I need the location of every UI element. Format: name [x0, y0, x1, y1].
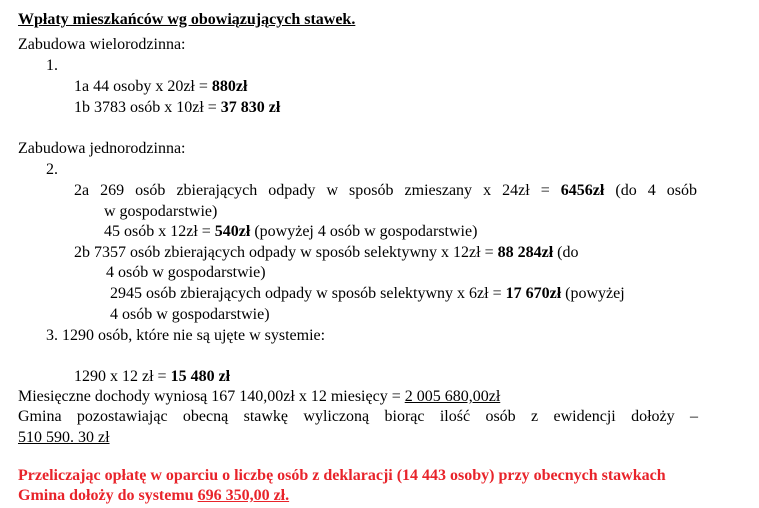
item-2b-line2: 4 osób w gospodarstwie): [106, 264, 266, 281]
item-2b-sub-suffix: (powyżej: [561, 285, 625, 302]
item-2a-sub-suffix: (powyżej 4 osób w gospodarstwie): [250, 223, 478, 240]
conclusion-line2-text: Gmina dołoży do systemu: [18, 487, 198, 504]
conclusion-line2: [18, 486, 289, 506]
item-2a-sub-amount: 540zł: [214, 223, 251, 240]
item-2b-suffix: (do: [553, 244, 579, 261]
gmina-contribution-amount: 510 590. 30 zł: [18, 429, 110, 446]
section2-number: 2.: [46, 161, 58, 178]
section1-number: 1.: [46, 57, 58, 74]
section3-calc-amount: 15 480 zł: [170, 368, 231, 385]
monthly-income-total: 2 005 680,00zł: [404, 388, 501, 405]
item-2a-line1: [74, 181, 697, 201]
item-2b-sub-text: 2945 osób zbierających odpady w sposób selektywny x 6zł =: [110, 285, 506, 302]
item-2a-line2: w gospodarstwie): [104, 203, 218, 220]
item-2b-line3: [110, 284, 625, 304]
item-2b-amount: 88 284zł: [497, 244, 554, 261]
item-2b-sub-amount: 17 670zł: [505, 285, 562, 302]
item-1a: [74, 77, 247, 97]
section1-heading: Zabudowa wielorodzinna:: [18, 36, 186, 53]
item-2a-suffix: (do 4 osób: [604, 182, 697, 199]
item-2a-sub-text: 45 osób x 12zł =: [104, 223, 215, 240]
section3-calc: [74, 367, 230, 387]
item-1b-text: 1b 3783 osób x 10zł =: [74, 99, 221, 116]
item-1a-text: 1a 44 osoby x 20zł =: [74, 78, 212, 95]
conclusion-line1: Przeliczając opłatę w oparciu o liczbę osób z deklaracji (14 443 osoby) przy obecnych stawkach: [18, 467, 666, 484]
item-2b-text: 2b 7357 osób zbierających odpady w sposób selektywny x 12zł =: [74, 244, 498, 261]
item-2a-text: 2a 269 osób zbierających odpady w sposób zmieszany x 24zł =: [74, 182, 561, 199]
section3-text: 3. 1290 osób, które nie są ujęte w systemie:: [46, 327, 326, 344]
monthly-income: [18, 387, 500, 407]
item-1b: [74, 98, 280, 118]
item-2b-line4: 4 osób w gospodarstwie): [110, 306, 270, 323]
monthly-income-text: Miesięczne dochody wyniosą 167 140,00zł x 12 miesięcy =: [18, 388, 405, 405]
conclusion-amount: 696 350,00 zł.: [197, 487, 290, 504]
item-1a-amount: 880zł: [211, 78, 248, 95]
section2-heading: Zabudowa jednorodzinna:: [18, 140, 186, 157]
item-1b-amount: 37 830 zł: [220, 99, 281, 116]
item-2a-line3: [104, 222, 477, 242]
gmina-contribution-text: Gmina pozostawiając obecną stawkę wyliczoną biorąc ilość osób z ewidencji dołoży –: [18, 408, 698, 425]
document-title: Wpłaty mieszkańców wg obowiązujących stawek.: [18, 11, 356, 28]
item-2a-amount: 6456zł: [560, 182, 605, 199]
section3-calc-text: 1290 x 12 zł =: [74, 368, 171, 385]
item-2b-line1: [74, 243, 578, 263]
